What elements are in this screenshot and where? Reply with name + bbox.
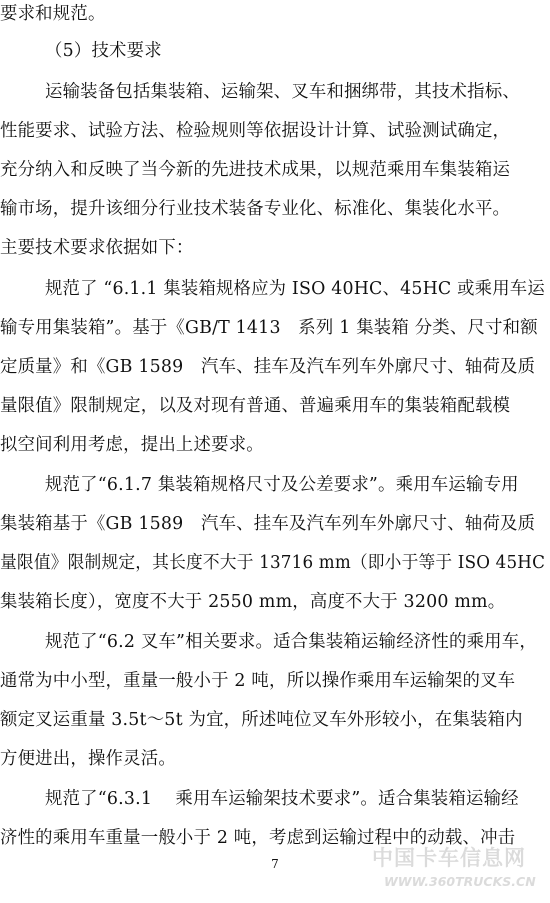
text-line: 运输装备包括集装箱、运输架、叉车和捆绑带，其技术指标、 — [45, 82, 520, 102]
text-line: 输市场，提升该细分行业技术装备专业化、标准化、集装化水平。 — [0, 199, 511, 219]
watermark-logo-text: 中国卡车信息网 — [372, 846, 526, 870]
text-line: 通常为中小型，重量一般小于 2 吨，所以操作乘用车运输架的叉车 — [0, 671, 516, 691]
text-line: 规范了“6.2 叉车”相关要求。适合集装箱运输经济性的乘用车， — [45, 632, 537, 652]
text-line: 规范了 “6.1.1 集装箱规格应为 ISO 40HC、45HC 或乘用车运 — [45, 279, 545, 299]
text-line: 主要技术要求依据如下： — [0, 238, 194, 258]
text-line: 方便进出，操作灵活。 — [0, 749, 176, 769]
text-line: 集装箱基于《GB 1589 汽车、挂车及汽车列车外廓尺寸、轴荷及质 — [0, 514, 536, 534]
page-number: 7 — [271, 857, 279, 871]
text-line: 量限值》限制规定，以及对现有普通、普遍乘用车的集装箱配载模 — [0, 396, 511, 416]
text-line: 要求和规范。 — [0, 4, 106, 24]
text-line: 输专用集装箱”。基于《GB/T 1413 系列 1 集装箱 分类、尺寸和额 — [0, 318, 538, 338]
text-line: 拟空间利用考虑，提出上述要求。 — [0, 435, 264, 455]
text-line: 性能要求、试验方法、检验规则等依据设计计算、试验测试确定， — [0, 121, 511, 141]
watermark-url: WWW.360TRUCKS.CN — [384, 874, 536, 889]
text-line: 定质量》和《GB 1589 汽车、挂车及汽车列车外廓尺寸、轴荷及质 — [0, 357, 536, 377]
text-line: 济性的乘用车重量一般小于 2 吨，考虑到运输过程中的动载、冲击 — [0, 828, 516, 848]
text-line: 集装箱长度），宽度不大于 2550 mm，高度不大于 3200 mm。 — [0, 592, 506, 612]
text-line: 量限值》限制规定，其长度不大于 13716 mm（即小于等于 ISO 45HC — [0, 553, 546, 573]
text-line: 规范了“6.1.7 集装箱规格尺寸及公差要求”。乘用车运输专用 — [45, 475, 519, 495]
text-line: 充分纳入和反映了当今新的先进技术成果，以规范乘用车集装箱运 — [0, 160, 511, 180]
section-heading: （5）技术要求 — [45, 41, 162, 61]
text-line: 规范了“6.3.1 乘用车运输架技术要求”。适合集装箱运输经 — [45, 789, 519, 809]
text-line: 额定叉运重量 3.5t～5t 为宜，所述吨位叉车外形较小，在集装箱内 — [0, 710, 523, 730]
